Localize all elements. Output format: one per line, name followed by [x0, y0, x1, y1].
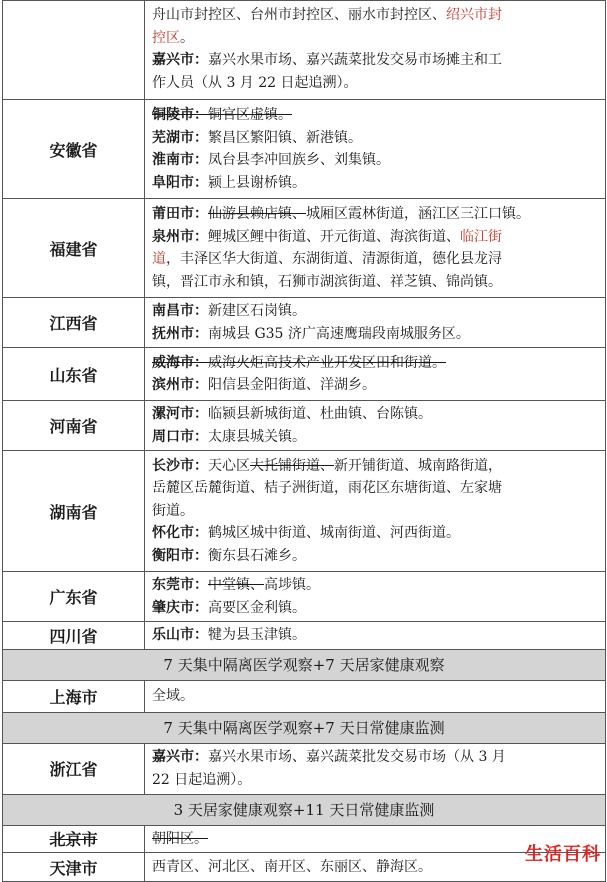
table-row — [3, 451, 606, 572]
area-cell: 漯河市：临颍县新城街道、杜曲镇、台陈镇。 周口市：太康县城关镇。 — [145, 401, 606, 451]
watermark-logo: 生活百科 — [525, 844, 601, 865]
area-cell: 朝阳区。 — [145, 825, 606, 853]
table-row — [3, 199, 606, 298]
section-header: 7 天集中隔离医学观察+7 天日常健康监测 — [3, 712, 606, 743]
table-row — [3, 572, 606, 622]
province-zhejiang: 浙江省 — [3, 743, 145, 794]
table-row — [3, 853, 606, 882]
province-cell — [3, 1, 145, 100]
table-row — [3, 100, 606, 199]
province-sichuan: 四川省 — [3, 622, 145, 650]
area-cell: 乐山市：犍为县玉津镇。 — [145, 622, 606, 650]
section-header: 3 天居家健康观察+11 天日常健康监测 — [3, 794, 606, 825]
area-cell: 西青区、河北区、南开区、东丽区、静海区。 — [145, 853, 606, 882]
province-shanghai: 上海市 — [3, 680, 145, 712]
table-row — [3, 298, 606, 348]
province-jiangxi: 江西省 — [3, 298, 145, 348]
area-cell: 莆田市：仙游县赖店镇、城厢区霞林街道，涵江区三江口镇。 泉州市：鲤城区鲤中街道、开元街道、海滨街道、临江街 道，丰泽区华大街道、东湖街道、清源街道，德化县龙浔 镇，晋江市永和镇，石狮市湖滨街道、祥芝镇、锦尚镇。 — [145, 199, 606, 298]
table-row — [3, 622, 606, 650]
section-header: 7 天集中隔离医学观察+7 天居家健康观察 — [3, 649, 606, 680]
area-cell: 威海市：威海火炬高技术产业开发区田和街道。 滨州市：阳信县金阳街道、洋湖乡。 — [145, 348, 606, 401]
section-header-row — [3, 649, 606, 680]
province-hunan: 湖南省 — [3, 451, 145, 572]
table-row — [3, 1, 606, 100]
province-henan: 河南省 — [3, 401, 145, 451]
table-row — [3, 401, 606, 451]
province-guangdong: 广东省 — [3, 572, 145, 622]
province-anhui: 安徽省 — [3, 100, 145, 199]
area-cell: 铜陵市：铜官区虚镇。 芜湖市：繁昌区繁阳镇、新港镇。 淮南市：凤台县李冲回族乡、刘集镇。 阜阳市：颍上县谢桥镇。 — [145, 100, 606, 199]
province-beijing: 北京市 — [3, 825, 145, 853]
section-header-row — [3, 712, 606, 743]
area-cell: 全域。 — [145, 680, 606, 712]
area-cell: 嘉兴市：嘉兴水果市场、嘉兴蔬菜批发交易市场（从 3 月 22 日起追溯）。 — [145, 743, 606, 794]
area-cell: 东莞市：中堂镇、高埗镇。 肇庆市：高要区金利镇。 — [145, 572, 606, 622]
province-fujian: 福建省 — [3, 199, 145, 298]
control-area-table — [2, 0, 606, 882]
table-row — [3, 348, 606, 401]
table-row — [3, 680, 606, 712]
table-row — [3, 825, 606, 853]
area-cell: 南昌市：新建区石岗镇。 抚州市：南城县 G35 济广高速鹰瑞段南城服务区。 — [145, 298, 606, 348]
area-cell: 长沙市：天心区大托铺街道、新开铺街道、城南路街道， 岳麓区岳麓街道、桔子洲街道，雨花区东塘街道、左家塘 街道。 怀化市：鹤城区城中街道、城南街道、河西街道。 衡阳市：衡东县石滩乡。 — [145, 451, 606, 572]
province-tianjin: 天津市 — [3, 853, 145, 882]
province-shandong: 山东省 — [3, 348, 145, 401]
area-cell: 舟山市封控区、台州市封控区、丽水市封控区、绍兴市封 控区。 嘉兴市：嘉兴水果市场、嘉兴蔬菜批发交易市场摊主和工 作人员（从 3 月 22 日起追溯）。 — [145, 1, 606, 100]
section-header-row — [3, 794, 606, 825]
table-row — [3, 743, 606, 794]
